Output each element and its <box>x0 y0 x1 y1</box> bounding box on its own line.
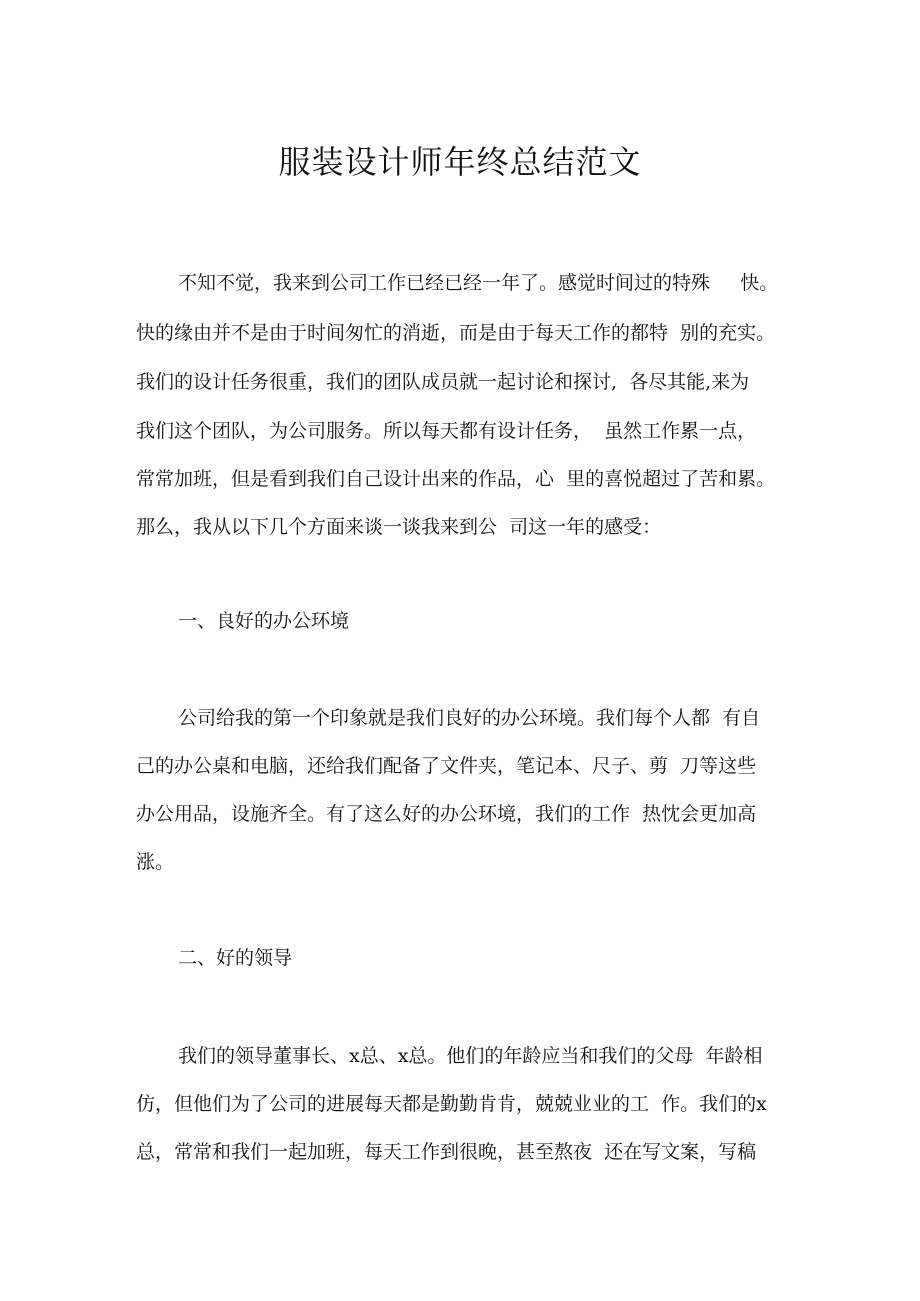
section1-line: 己的办公桌和电脑，还给我们配备了文件夹，笔记本、尺子、剪 刀等这些 <box>136 755 757 777</box>
section2-line: 我们的领导董事长、x总、x总。他们的年龄应当和我们的父母 年龄相 <box>178 1045 763 1067</box>
section1-line: 公司给我的第一个印象就是我们良好的办公环境。我们每个人都 有自 <box>178 707 761 729</box>
intro-line: 那么，我从以下几个方面来谈一谈我来到公 司这一年的感受： <box>136 516 662 538</box>
document-title: 服装设计师年终总结范文 <box>278 143 642 181</box>
section1-line: 办公用品，设施齐全。有了这么好的办公环境，我们的工作 热忱会更加高 <box>136 803 757 825</box>
section-heading: 一、良好的办公环境 <box>178 610 350 632</box>
intro-line: 不知不觉，我来到公司工作已经已经一年了。感觉时间过的特殊 快。 <box>178 272 779 294</box>
intro-line: 我们这个团队，为公司服务。所以每天都有设计任务， 虽然工作累一点， <box>136 420 757 442</box>
section1-line: 涨。 <box>136 851 175 873</box>
intro-line: 常常加班，但是看到我们自己设计出来的作品，心 里的喜悦超过了苦和累。 <box>136 468 776 490</box>
section-heading: 二、好的领导 <box>178 947 293 969</box>
section2-line: 总，常常和我们一起加班，每天工作到很晚，甚至熬夜 还在写文案，写稿 <box>136 1141 757 1163</box>
intro-line: 快的缘由并不是由于时间匆忙的消逝，而是由于每天工作的都特 别的充实。 <box>136 322 776 344</box>
intro-line: 我们的设计任务很重，我们的团队成员就一起讨论和探讨, 各尽其能,来为 <box>136 371 750 393</box>
section2-line: 仿，但他们为了公司的进展每天都是勤勤肯肯，兢兢业业的工 作。我们的x <box>136 1093 767 1115</box>
